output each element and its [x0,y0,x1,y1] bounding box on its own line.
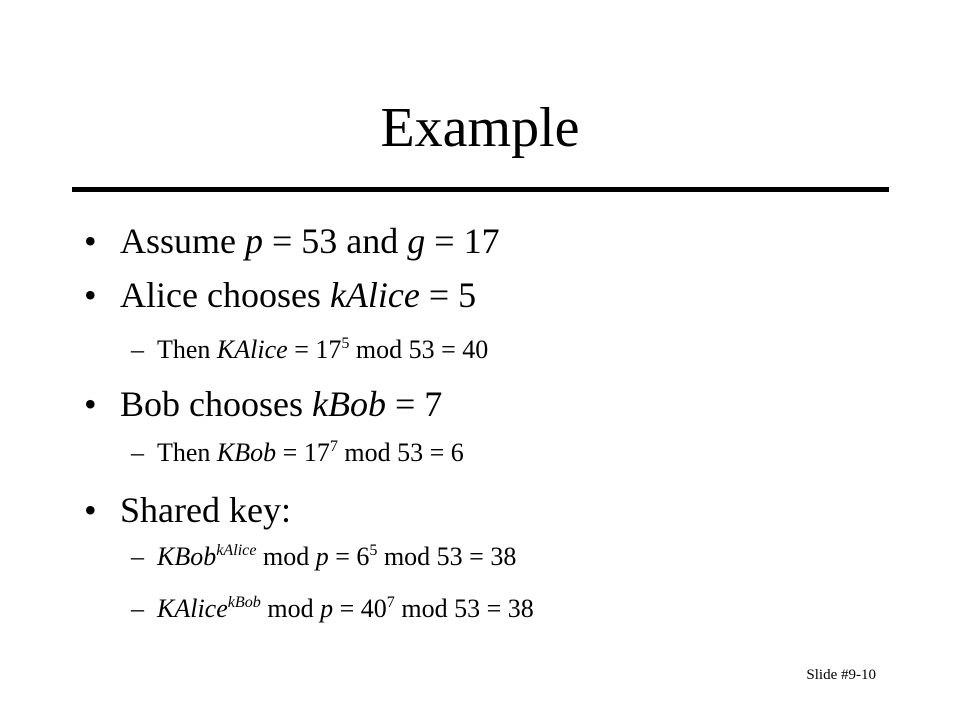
sub-bullet-kbob: – Then KBob = $17^7$ mod 53 = 6 [131,438,464,467]
title-underline [72,187,889,192]
sub-bullet-kalice-exp: – KAlice$^{kBob}$ mod $p = 40^7$ mod 53 = 38 [131,594,534,623]
bullet-marker: • [84,221,97,261]
bullet-shared-key: • Shared key: [84,490,291,530]
bullet-marker: • [84,384,97,424]
bullet-bob-chooses: • Bob chooses kBob = 7 [84,384,443,424]
sub-bullet-kalice: – Then KAlice = $17^5$ mod 53 = 40 [131,335,489,364]
dash-marker: – [131,335,144,364]
slide-title: Example [380,97,580,159]
slide-number: Slide #9-10 [806,667,876,683]
dash-marker: – [131,438,144,467]
bullet-alice-chooses: • Alice chooses kAlice = 5 [84,275,477,315]
bullet-assume: • Assume p = 53 and g = 17 [84,221,500,261]
sub-bullet-kbob-exp: – KBob$^{kAlice}$ mod $p = 6^5$ mod 53 = 38 [131,542,517,571]
bullet-marker: • [84,275,97,315]
dash-marker: – [131,542,144,571]
bullet-marker: • [84,490,97,530]
dash-marker: – [131,594,144,623]
